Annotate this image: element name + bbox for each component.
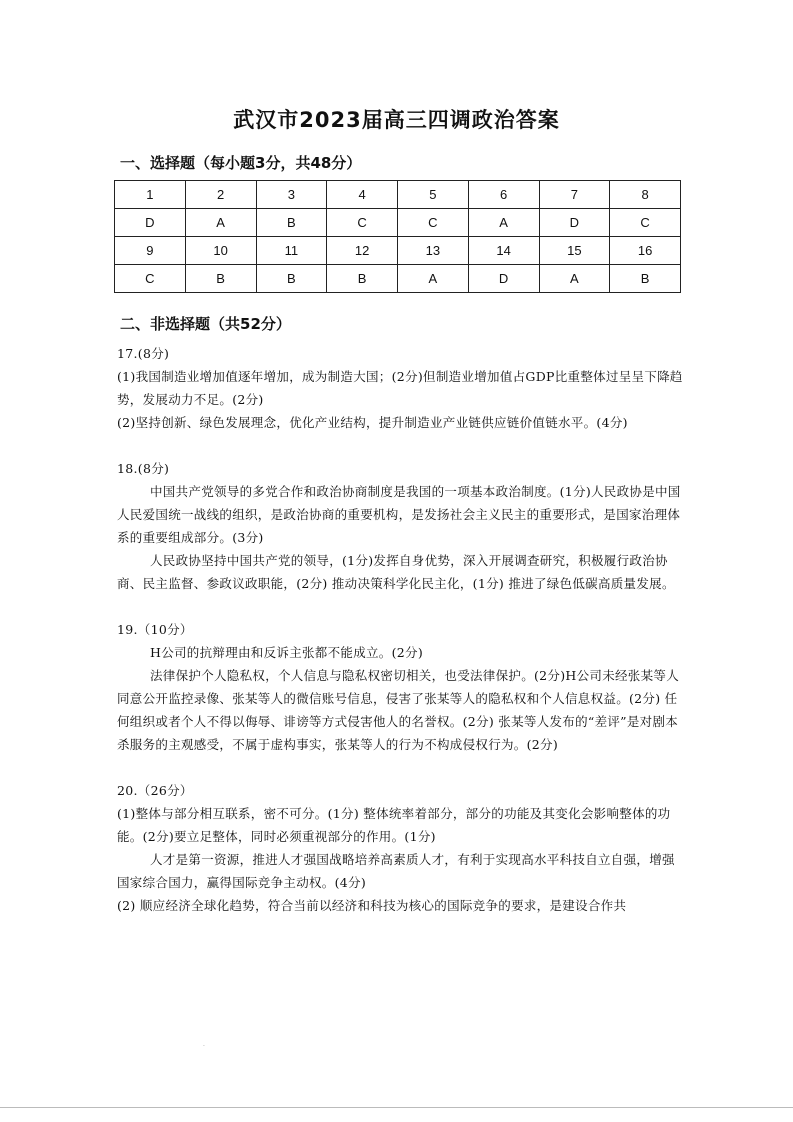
answer-table-cell: 11 <box>256 237 327 265</box>
answer-table-cell: 14 <box>468 237 539 265</box>
q18-para1: 中国共产党领导的多党合作和政治协商制度是我国的一项基本政治制度。(1分)人民政协是中国人民爱国统一战线的组织，是政治协商的重要机构，是发扬社会主义民主的重要形式，是国家治理体系的重要组成部分。(3分) <box>117 484 681 545</box>
answer-table-cell: 6 <box>468 181 539 209</box>
answer-table-cell: D <box>468 265 539 293</box>
answer-table-row <box>115 209 681 237</box>
q19-para1: H公司的抗辩理由和反诉主张都不能成立。(2分) <box>150 645 424 660</box>
answer-table-cell: C <box>327 209 398 237</box>
answer-table-cell: 4 <box>327 181 398 209</box>
footer-mark: · <box>203 1043 205 1050</box>
answer-table-cell: A <box>398 265 469 293</box>
answer-table-cell: B <box>610 265 681 293</box>
answer-table-cell: C <box>115 265 186 293</box>
answer-table-cell: B <box>327 265 398 293</box>
answer-table-cell: 8 <box>610 181 681 209</box>
answer-table-cell: 16 <box>610 237 681 265</box>
answer-table-cell: 9 <box>115 237 186 265</box>
answer-table-cell: A <box>185 209 256 237</box>
q17-part2: (2)坚持创新、绿色发展理念，优化产业结构，提升制造业产业链供应链价值链水平。(4分) <box>117 415 628 430</box>
page-title: 武汉市2023届高三四调政治答案 <box>233 108 560 132</box>
answer-table-row <box>115 181 681 209</box>
answer-table-cell: D <box>115 209 186 237</box>
answer-table-cell: C <box>610 209 681 237</box>
answer-table-cell: 12 <box>327 237 398 265</box>
q19-para2: 法律保护个人隐私权，个人信息与隐私权密切相关，也受法律保护。(2分)H公司未经张某等人同意公开监控录像、张某等人的微信账号信息，侵害了张某等人的隐私权和个人信息权益。(2分) 任何组织或者个人不得以侮辱、诽谤等方式侵害他人的名誉权。(2分) 张某等人发布的“差评”是对剧本杀服务的主观感受，不属于虚构事实，张某等人的行为不构成侵权行为。(2分) <box>117 668 680 752</box>
section-choice-heading: 一、选择题（每小题3分，共48分） <box>120 154 362 172</box>
answer-table-cell: B <box>256 265 327 293</box>
q19-heading: 19.（10分） <box>117 622 193 637</box>
answer-table-cell: 3 <box>256 181 327 209</box>
q20-part2: (2) 顺应经济全球化趋势，符合当前以经济和科技为核心的国际竞争的要求，是建设合作共 <box>117 898 627 913</box>
answer-table-cell: 13 <box>398 237 469 265</box>
answers-body <box>117 342 683 917</box>
answer-table-cell: B <box>256 209 327 237</box>
answer-table-cell: 15 <box>539 237 610 265</box>
q20-para2: 人才是第一资源，推进人才强国战略培养高素质人才，有利于实现高水平科技自立自强，增强国家综合国力，赢得国际竞争主动权。(4分) <box>117 852 675 890</box>
q18-para2: 人民政协坚持中国共产党的领导，(1分)发挥自身优势，深入开展调查研究，积极履行政治协商、民主监督、参政议政职能，(2分) 推动决策科学化民主化，(1分) 推进了绿色低碳高质量发展。 <box>117 553 675 591</box>
answer-table-cell: D <box>539 209 610 237</box>
q17-part1: (1)我国制造业增加值逐年增加，成为制造大国；(2分)但制造业增加值占GDP比重整体过呈呈下降趋势，发展动力不足。(2分) <box>117 369 683 407</box>
q20-heading: 20.（26分） <box>117 783 193 798</box>
answer-table-cell: A <box>468 209 539 237</box>
q20-part1: (1)整体与部分相互联系，密不可分。(1分) 整体统率着部分，部分的功能及其变化会影响整体的功能。(2分)要立足整体，同时必须重视部分的作用。(1分) <box>117 806 671 844</box>
q18-heading: 18.(8分) <box>117 461 170 476</box>
answer-table-cell: B <box>185 265 256 293</box>
answer-table-cell: 7 <box>539 181 610 209</box>
page-bottom-rule <box>0 1107 793 1108</box>
answer-table-cell: 1 <box>115 181 186 209</box>
answer-table-cell: C <box>398 209 469 237</box>
q17-heading: 17.(8分) <box>117 346 170 361</box>
answer-table-cell: 5 <box>398 181 469 209</box>
answer-table-cell: 2 <box>185 181 256 209</box>
answer-table <box>114 180 681 293</box>
answer-table-cell: 10 <box>185 237 256 265</box>
section-nonchoice-heading: 二、非选择题（共52分） <box>120 315 291 333</box>
answer-table-row <box>115 265 681 293</box>
answer-table-row <box>115 237 681 265</box>
answer-table-cell: A <box>539 265 610 293</box>
